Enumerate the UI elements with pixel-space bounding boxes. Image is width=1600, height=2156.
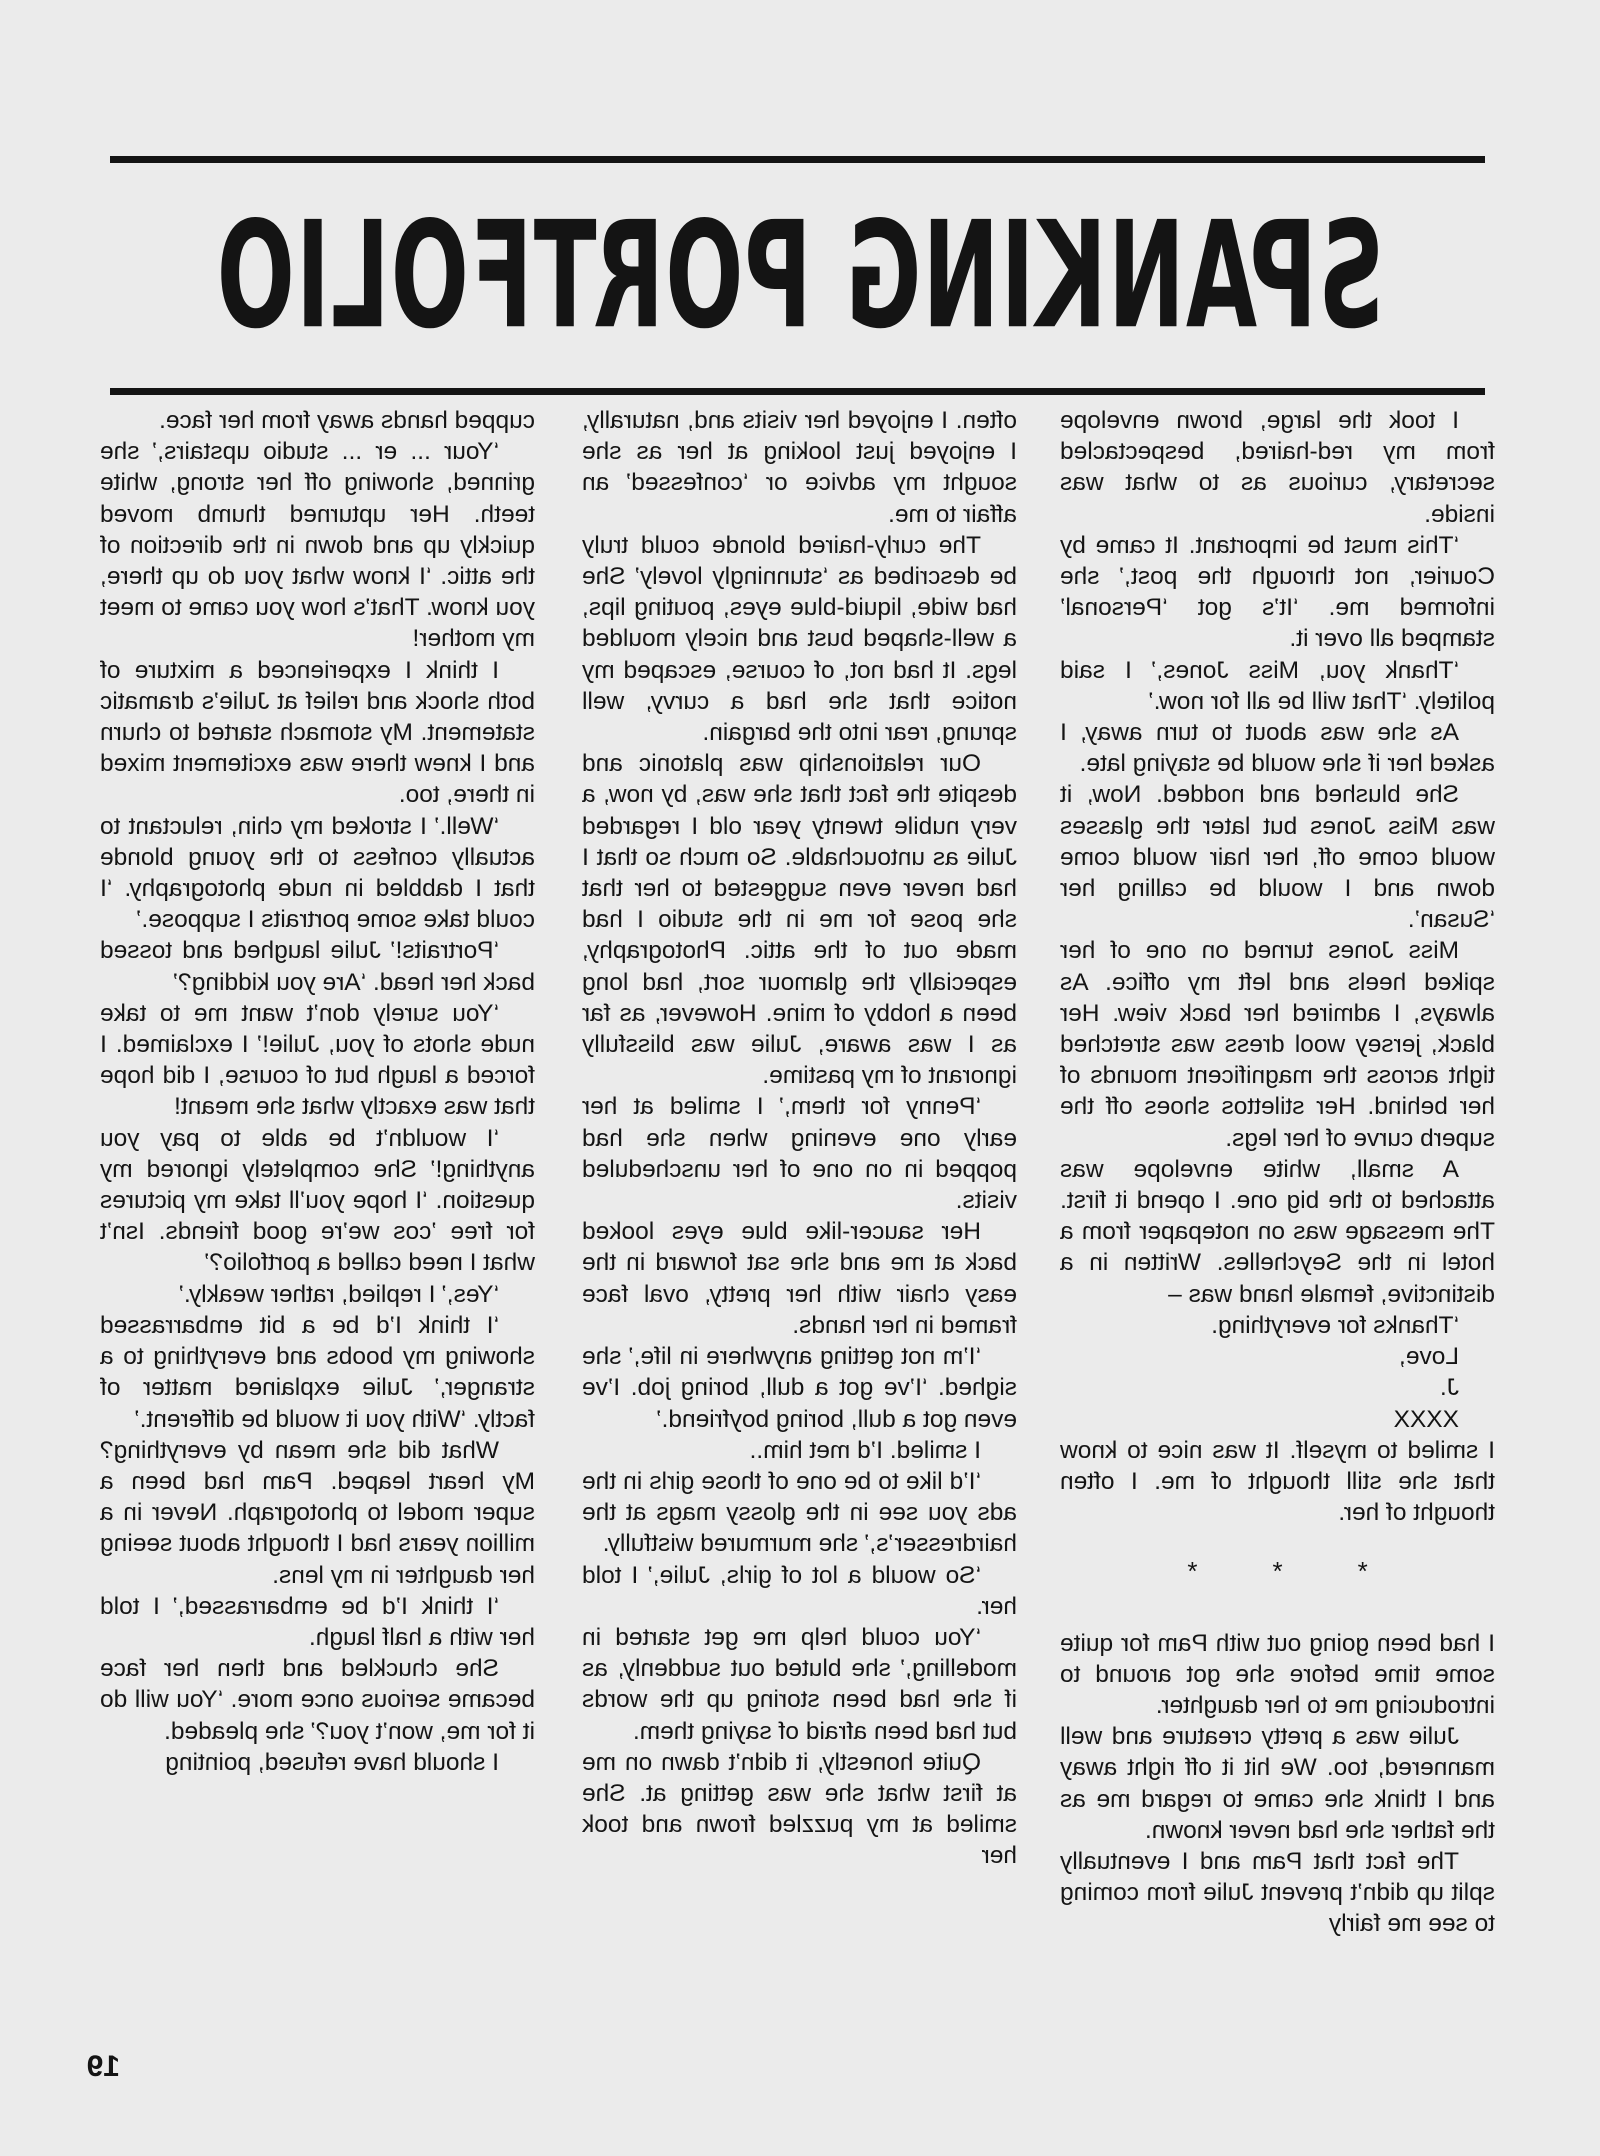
paragraph: ‘I wouldn’t be able to pay you anything!’ She completely ignored my question. ‘I hope you’ll take my pictures for free ’cos we’re good friends. Isn’t what I need called a portfolio?’	[100, 1124, 535, 1277]
letter-kisses: XXXX	[1393, 1405, 1459, 1433]
paragraph: Julie was a pretty creature and well mannered, too. We hit it off right away and I think she came to regard me as the father she had never known.	[1060, 1723, 1495, 1844]
paragraph: She chuckled and then her face became serious once more. ‘You will do it for me, won’t you?’ she pleaded.	[100, 1655, 535, 1745]
paragraph: ‘Penny for them,’ I smiled at her early one evening when she had popped in on one of her unscheduled visits.	[582, 1093, 1017, 1215]
paragraph: cupped hands away from her face.	[159, 407, 535, 434]
paragraph: ‘I’m not getting anywhere in life,’ she sighed. ‘I’ve got a dull, boring job. I’ve even got a dull, boring boyfriend.’	[582, 1343, 1017, 1433]
paragraph: ‘This must be important. It came by Courier, not through the post,’ she informed me. ‘It’s got ‘Personal’ stamped all over it.	[1060, 531, 1495, 653]
text-column-1	[1060, 405, 1495, 1940]
paragraph: She blushed and nodded. Now, it was Miss Jones but later the glasses would come off, her hair would come down and I would be calling her ‘Susan’.	[1060, 781, 1495, 934]
paragraph: ‘I think I’d be a bit embarrassed showing my boobs and everything to a stranger,’ Julie explained matter of factly. ‘With you it would be different.’	[100, 1311, 535, 1433]
paragraph: ‘Portraits!’ Julie laughed and tossed back her head. ‘Are you kidding?’	[100, 937, 535, 996]
paragraph: often. I enjoyed her visits and, naturally, I enjoyed just looking at her as she sought my advice or ‘confessed’ an affair to me.	[582, 407, 1017, 528]
letter-signoff: Love,	[1399, 1343, 1459, 1371]
paragraph: ‘I think I’d be embarrassed,’ I told her with a half laugh.	[100, 1592, 535, 1651]
paragraph: Her saucer-like blue eyes looked back at me and she sat forward in the easy chair with her pretty, oval face framed in her hands.	[582, 1218, 1017, 1339]
paragraph: I should have refused, pointing	[165, 1748, 499, 1776]
paragraph: ‘You surely don’t want me to take nude shots of you, Julie!’ I exclaimed. I forced a laugh but of course, I did hope that was exactly what she meant!	[100, 999, 535, 1121]
text-column-3	[100, 405, 535, 1778]
paragraph: I smiled to myself. It was nice to know that she still thought of me. I often thought of her.	[1060, 1436, 1495, 1527]
paragraph: ‘So would a lot of girls, Julie,’ I told her.	[582, 1561, 1017, 1620]
separator-star: *	[1272, 1556, 1283, 1587]
text-column-2	[582, 405, 1017, 1872]
paragraph: Miss Jones turned on one of her spiked heels and left my office. As always, I admired her back view. Her black, jersey wool dress was stretched tight across the magnificent mounds of her behind. Her stilettos shoes off the superb curve of her legs.	[1060, 937, 1495, 1152]
paragraph: I had been going out with Pam for quite some time before she got around to introducing me to her daughter.	[1060, 1629, 1495, 1719]
paragraph: The curly-haired blonde could truly be described as ‘stunningly lovely’ She had wide, liquid-blue eyes, pouting lips, a well-shaped bust and nicely moulded legs. It had not, of course, escaped my notice that she had a curvy, well sprung, rear into the bargain.	[582, 531, 1017, 747]
paragraph: ‘Your ... er ... studio upstairs,’ she grinned, showing off her strong, white teeth. Her upturned thumb moved quickly up and down in the direction of the attic. ‘I know what you do up there, you know. That’s how you came to meet my mother!	[100, 438, 535, 653]
separator-star: *	[1357, 1556, 1368, 1587]
paragraph: ‘Thanks for everything.	[1211, 1311, 1459, 1339]
paragraph: A small, white envelope was attached to the big one. I opend it first. The message was on notepaper from a hotel in the Seychelles. Written in a distinctive, female hand was –	[1060, 1155, 1495, 1308]
paragraph: ‘Yes,’ I replied, rather weakly.’	[178, 1280, 499, 1308]
section-separator	[1060, 1556, 1495, 1587]
paragraph: ‘You could help me get started in modelling,’ she bluted out suddenly, as if she had been storing up the words but had been afraid of saying them.	[582, 1623, 1017, 1745]
bottom-rule	[110, 388, 1485, 395]
paragraph: Our relationship was platonic and despite the fact that she was, by now, a very nubile twenty year old I regarded Julie as untouchable. So much so that I had never even suggested to her that she pose for me in the studio I had made out of the attic. Photography, especially the glamour sort, had long been a hobby of mine. However, as far as I was aware, Julie was blissfully ignorant of my pastime.	[582, 750, 1017, 1090]
paragraph: The fact that Pam and I eventually split up didn’t prevent Julie from coming to see me fairly	[1060, 1847, 1495, 1938]
paragraph: ‘Well.’ I stroked my chin, reluctant to actually confess to the young blonde that I dabbled in nude photography. ‘I could take some portraits I suppose.’	[100, 812, 535, 934]
letter-initial: J.	[1439, 1374, 1459, 1402]
paragraph: What did she mean by everything? My heart leaped. Pam had been a super model to photograph. Never in a million years had I thought about seeing her daughter in my lens.	[100, 1436, 535, 1589]
separator-star: *	[1187, 1556, 1198, 1587]
paragraph: Quite honestly, it didn’t dawn on me at first what she was getting at. She smiled at my puzzled frown and took her	[582, 1748, 1017, 1870]
paragraph: As she was about to turn away, I asked her if she would be staying late.	[1060, 719, 1495, 778]
paragraph: ‘Thank you, Miss Jones,’ I said politely. ‘That will be all for now.’	[1060, 656, 1495, 715]
paragraph: I think I experienced a mixture of both shock and relief at Julie’s dramatic statement. My stomach started to churn and I knew there was excitement mixed in there, too.	[100, 656, 535, 809]
paragraph: ‘I’d like to be one of those girls in the ads you see in the glossy mags at the hairdresser’s,’ she murmured wistfully.	[582, 1467, 1017, 1558]
paragraph: I smiled. I’d met him..	[749, 1436, 981, 1464]
page-number: 19	[86, 2050, 120, 2083]
paragraph: I took the large, brown envelope from my red-haired, bespectacled secretary, curious as to what was inside.	[1060, 407, 1495, 528]
page-title: SPANKING PORTFOLIO	[215, 189, 1385, 361]
